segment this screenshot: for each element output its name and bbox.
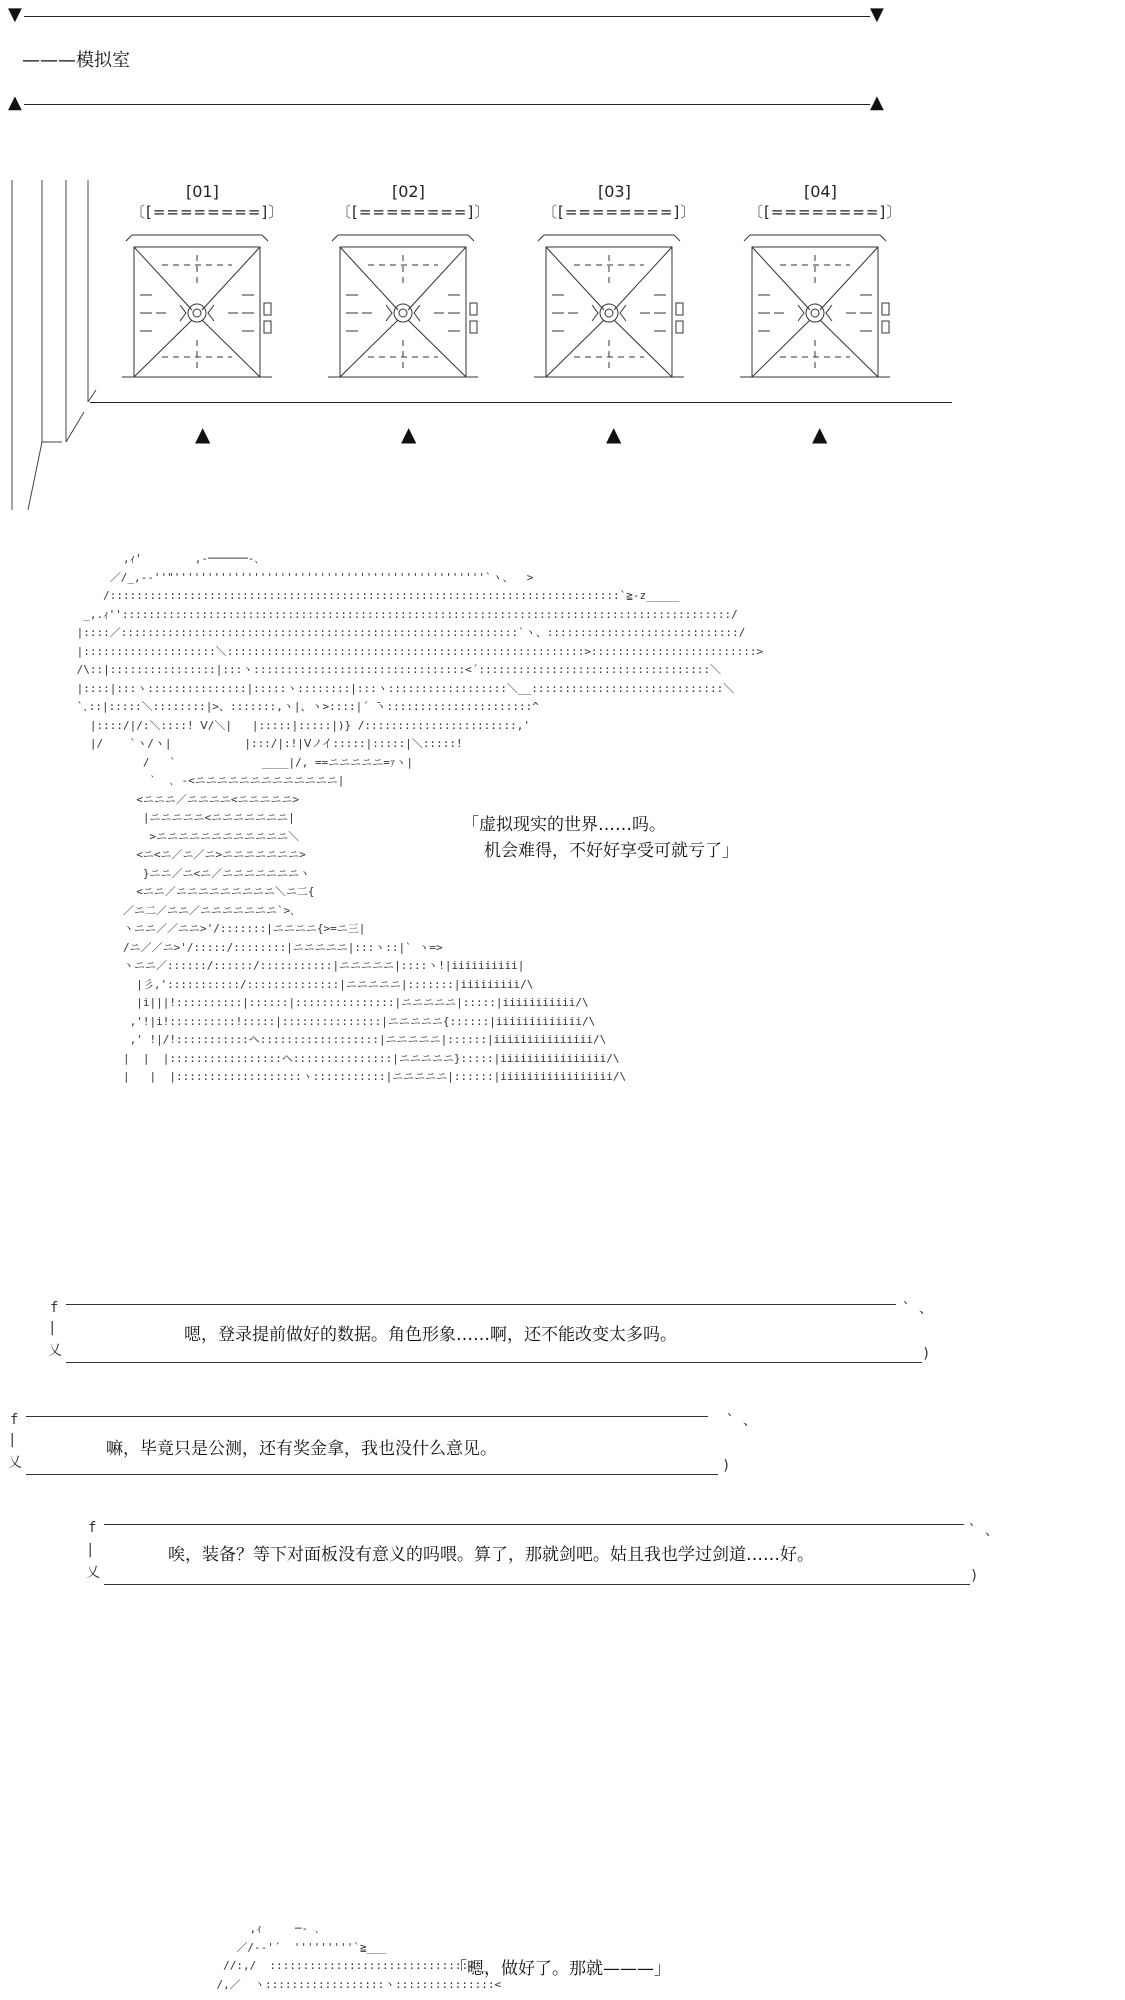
room-sublabel: 〔[========]〕	[130, 203, 285, 221]
vr-pod[interactable]	[740, 225, 890, 390]
header-top-rule	[24, 16, 870, 17]
bubble-corner-glyph: |	[86, 1542, 95, 1558]
bubble-corner-glyph: f	[88, 1520, 97, 1536]
bubble-text: 嘛，毕竟只是公测，还有奖金拿，我也没什么意见。	[106, 1439, 497, 1459]
dialogue-bubble	[82, 1512, 1002, 1592]
bubble-top-border	[26, 1416, 708, 1417]
bubble-corner-glyph: ` 、	[902, 1301, 933, 1317]
vr-pod[interactable]	[534, 225, 684, 390]
floor-line	[90, 402, 952, 403]
bubble-corner-glyph: f	[50, 1300, 59, 1316]
bubble-top-border	[104, 1524, 964, 1525]
bubble-corner-glyph: ` 、	[968, 1523, 999, 1539]
bubble-corner-glyph: 乂	[8, 1455, 22, 1471]
character-ascii-art-bottom: ,ｨ ─- ､ ／/‐-'´ '''''''''`≧___ //:,/ ::::::::::::::::::::::::::::::∠__ /,／ ヽ::::::::::::::::::ヽ:::::::::::::::<	[216, 1922, 502, 1991]
pod-select-marker[interactable]: ▲	[812, 422, 828, 446]
bubble-corner-glyph: |	[8, 1432, 17, 1448]
dialogue-bubble	[6, 1402, 766, 1482]
pod-select-marker[interactable]: ▲	[401, 422, 417, 446]
room-sublabel: 〔[========]〕	[542, 203, 697, 221]
room-label: [01]	[186, 182, 219, 201]
room-wall-lines	[6, 180, 106, 510]
up-triangle-icon: ▲	[870, 92, 884, 113]
bubble-bottom-border	[66, 1362, 922, 1363]
bubble-text: 嗯，登录提前做好的数据。角色形象……啊，还不能改变太多吗。	[184, 1325, 677, 1345]
dialogue-bubble	[40, 1290, 940, 1370]
bubble-corner-glyph: |	[48, 1320, 57, 1336]
bubble-bottom-border	[104, 1584, 970, 1585]
vr-pod[interactable]	[328, 225, 478, 390]
speech-line: 「嗯，做好了。那就———」	[450, 1959, 671, 1979]
room-label: [02]	[392, 182, 425, 201]
room-sublabel: 〔[========]〕	[748, 203, 903, 221]
down-triangle-icon: ▼	[8, 4, 22, 25]
speech-line: 机会难得，不好好享受可就亏了」	[484, 841, 739, 861]
bubble-corner-glyph: 乂	[86, 1565, 100, 1581]
room-label: [03]	[598, 182, 631, 201]
room-label: [04]	[804, 182, 837, 201]
bubble-corner-glyph: 乂	[48, 1343, 62, 1359]
bubble-text: 唉，装备？等下对面板没有意义的吗喂。算了，那就剑吧。姑且我也学过剑道……好。	[168, 1545, 814, 1565]
room-sublabel: 〔[========]〕	[336, 203, 491, 221]
bubble-corner-glyph: f	[10, 1412, 19, 1428]
bubble-bottom-border	[26, 1474, 718, 1475]
page-title: ———模拟室	[22, 50, 130, 71]
down-triangle-icon: ▼	[870, 4, 884, 25]
pod-select-marker[interactable]: ▲	[606, 422, 622, 446]
bubble-corner-glyph: )	[970, 1568, 979, 1584]
bubble-corner-glyph: )	[922, 1346, 931, 1362]
bubble-top-border	[66, 1304, 896, 1305]
up-triangle-icon: ▲	[8, 92, 22, 113]
speech-line: 「虚拟现实的世界……吗。	[462, 815, 666, 835]
header-bottom-rule	[24, 104, 870, 105]
bubble-corner-glyph: ` 、	[726, 1413, 757, 1429]
character-ascii-art: ,ｨ' ,-──────-､ ／/_,-‐''"'''''''''''''''''''''''''''''''''''''''''''''''`ヽ、 > /:::::::::::::::::::::::::::::::::::::::::::::::::::::::::::::::::::::::::::::`≧‐z_____ _,.ｨ''::::::::::::::::::::::::::::::::::::::::::::::::::::::::::::::::::::::::::::::::::::::::::::/ |::::／::::::::::::::::::::::::::::::::::::::::::::::::::::::::::::`ヽ、:::::::::::::::::::::::::::::/ |::::::::::::::::::::＼::::::::::::::::::::::::::::::::::::::::::::::::::::::>:::::::::::::::::::::::::> /\::|::::::::::::::::|:::ヽ::::::::::::::::::::::::::::::::<´:::::::::::::::::::::::::::::::::::＼ |::::|:::ヽ:::::::::::::::|:::::ヽ::::::::|:::ヽ::::::::::::::::::＼__:::::::::::::::::::::::::::::＼ `､::|:::::＼::::::::|>、:::::::,ヽ|、ヽ>::::|´ ̄ヽ::::::::::::::::::::::^ |::::/|/:＼::::! Ⅴ/＼| |:::::|:::::|)} /:::::::::::::::::::::::,' |/ `ヽ/ヽ| |:::/|:!|Ⅴノイ:::::|:::::|＼:::::! / ` ____|/, ==ニニニニニ=ｧヽ| ` ､ ‐<ニニニニニニニニニニニニニ| <ニニニ／ニニニニ<ニニニニニ> |ニニニニニ<ニニニニニニニ| >ニニニニニニニニニニニニ＼ <ニ<ニ／ニ／ニ>ニニニニニニニ> }ニニ／ニ<ニ／ニニニニニニニヽ <ニニ／ニニニニニニニニニ＼ニ二{ ／ニ二／ニニ／ニニニニニニニ`>､ ヽニニ／／ニニ>'/:::::::|ニニニニ{>=ニ三| /ニ／／ニ>'/:::::/::::::::|ニニニニニ|:::ヽ::|` ヽ=> ヽニニ／::::::/::::::/:::::::::::|ニニニニニ|::::ヽ!|iiiiiiiiii| |彡,':::::::::::/::::::::::::::|ニニニニニ|:::::::|iiiiiiiii/\ |i|||!::::::::::|::::::|:::::::::::::::|ニニニニニ|:::::|iiiiiiiiiii/\ ,'!|i!::::::::::!:::::|:::::::::::::::|ニニニニニ{::::::|iiiiiiiiiiiii/\ ,' !|/!:::::::::::ヘ::::::::::::::::::|ニニニニニ|::::::|iiiiiiiiiiiiiii/\ | | |:::::::::::::::::ヘ:::::::::::::::|ニニニニニ}:::::|iiiiiiiiiiiiiiii/\ | | |:::::::::::::::::::ヽ:::::::::::|ニニニニニ|::::::|iiiiiiiiiiiiiiiii/\	[76, 552, 764, 1083]
bubble-corner-glyph: )	[722, 1458, 731, 1474]
pod-select-marker[interactable]: ▲	[195, 422, 211, 446]
vr-pod[interactable]	[122, 225, 272, 390]
